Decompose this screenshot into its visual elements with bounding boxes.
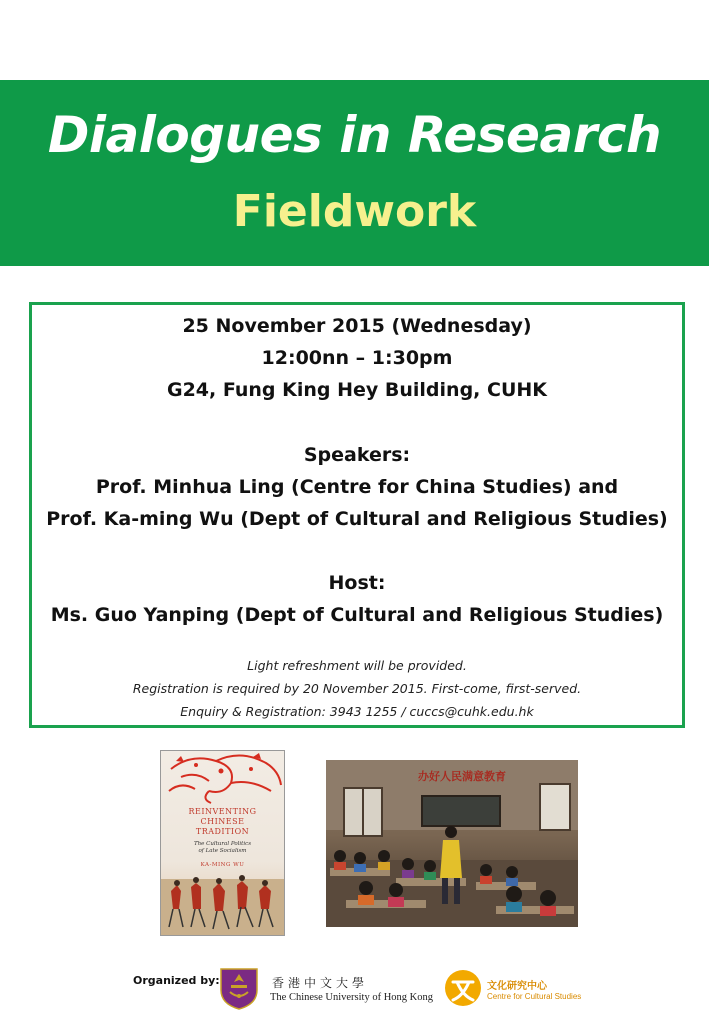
book-title-line-1: REINVENTING (188, 807, 257, 816)
book-title-line-2: CHINESE (200, 817, 245, 826)
event-topic-title: Fieldwork (232, 186, 477, 237)
classroom-sign-text: 办好人民满意教育 (418, 770, 506, 783)
event-date: 25 November 2015 (Wednesday) (182, 315, 532, 337)
host-name: Ms. Guo Yanping (Dept of Cultural and Religious Studies) (50, 604, 664, 626)
speakers-heading: Speakers: (303, 444, 411, 466)
cuhk-chinese-name: 香港中文大學 (272, 976, 369, 990)
book-title-line-3: TRADITION (195, 827, 250, 836)
classroom-photo (326, 760, 578, 927)
book-subtitle-line-2: of Late Socialism (198, 848, 247, 854)
cuhk-english-name: The Chinese University of Hong Kong (270, 992, 434, 1003)
event-details-box (29, 302, 685, 728)
book-title (161, 807, 284, 837)
book-subtitle (161, 841, 284, 855)
event-series-title: Dialogues in Research (47, 106, 662, 164)
host-heading: Host: (328, 572, 386, 594)
registration-note: Registration is required by 20 November 2015. First-come, first-served. (132, 681, 582, 696)
ccs-english-name: Centre for Cultural Studies (487, 992, 582, 1001)
speaker-2: Prof. Ka-ming Wu (Dept of Cultural and Religious Studies) (46, 508, 668, 530)
speaker-1: Prof. Minhua Ling (Centre for China Studies) and (95, 476, 619, 498)
cuhk-crest-icon (216, 966, 262, 1010)
event-time: 12:00nn – 1:30pm (261, 347, 453, 369)
book-subtitle-line-1: The Cultural Politics (193, 841, 252, 847)
classroom-scene (326, 760, 578, 927)
event-venue: G24, Fung King Hey Building, CUHK (166, 379, 548, 401)
ccs-logo-icon (443, 968, 483, 1008)
book-cover-image (160, 750, 285, 936)
ccs-chinese-name: 文化研究中心 (487, 981, 547, 992)
enquiry-note: Enquiry & Registration: 3943 1255 / cuccs@cuhk.edu.hk (180, 704, 534, 719)
title-banner (0, 80, 709, 266)
book-author: KA-MING WU (200, 862, 245, 868)
organized-by-label: Organized by: (133, 974, 220, 987)
refreshment-note: Light refreshment will be provided. (247, 658, 467, 673)
